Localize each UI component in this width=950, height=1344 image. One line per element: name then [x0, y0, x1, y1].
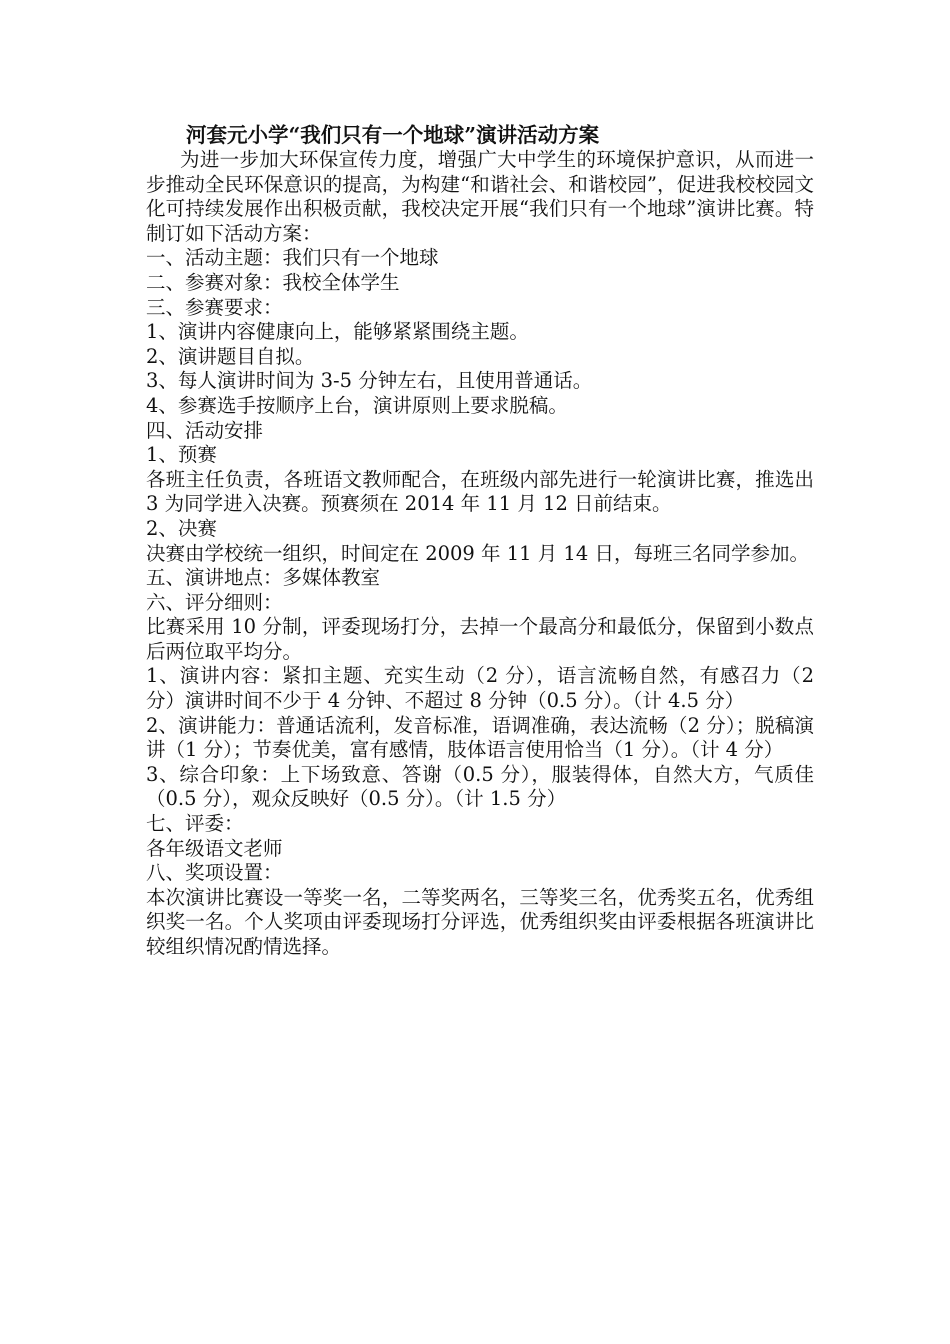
section-awards-heading: 八、奖项设置：	[146, 861, 283, 885]
final-heading: 2、决赛	[146, 516, 217, 540]
section-theme: 一、活动主题：我们只有一个地球	[146, 246, 439, 270]
section-scoring-heading: 六、评分细则：	[146, 590, 283, 614]
scoring-intro-paragraph: 比赛采用 10 分制，评委现场打分，去掉一个最高分和最低分，保留到小数点后两位取平均分。	[146, 615, 814, 663]
requirement-item: 4、参赛选手按顺序上台，演讲原则上要求脱稿。	[146, 393, 568, 417]
requirement-item: 2、演讲题目自拟。	[146, 344, 315, 368]
document-title: 河套元小学“我们只有一个地球”演讲活动方案	[186, 123, 600, 147]
judges-text: 各年级语文老师	[146, 836, 283, 860]
section-participants: 二、参赛对象：我校全体学生	[146, 270, 400, 294]
scoring-rule: 3、综合印象：上下场致意、答谢（0.5 分），服装得体，自然大方，气质佳（0.5 分），观众反映好（0.5 分）。（计 1.5 分）	[146, 762, 814, 811]
awards-paragraph: 本次演讲比赛设一等奖一名，二等奖两名，三等奖三名，优秀奖五名，优秀组织奖一名。个人奖项由评委现场打分评选，优秀组织奖由评委根据各班演讲比较组织情况酌情选择。	[146, 885, 814, 958]
scoring-rule: 1、演讲内容：紧扣主题、充实生动（2 分），语言流畅自然，有感召力（2 分）演讲时间不少于 4 分钟、不超过 8 分钟（0.5 分）。（计 4.5 分）	[146, 664, 814, 713]
final-paragraph: 决赛由学校统一组织，时间定在 2009 年 11 月 14 日，每班三名同学参加。	[146, 541, 809, 565]
preliminary-paragraph: 各班主任负责，各班语文教师配合，在班级内部先进行一轮演讲比赛，推选出 3 为同学进入决赛。预赛须在 2014 年 11 月 12 日前结束。	[146, 467, 814, 516]
scoring-rule: 2、演讲能力：普通话流利，发音标准，语调准确，表达流畅（2 分）；脱稿演讲（1 分）；节奏优美，富有感情，肢体语言使用恰当（1 分）。（计 4 分）	[146, 713, 814, 762]
section-requirements-heading: 三、参赛要求：	[146, 295, 283, 319]
document-body	[146, 122, 814, 960]
section-schedule-heading: 四、活动安排	[146, 418, 264, 442]
preliminary-heading: 1、预赛	[146, 443, 217, 467]
intro-paragraph: 为进一步加大环保宣传力度，增强广大中学生的环境保护意识，从而进一步推动全民环保意识的提高，为构建“和谐社会、和谐校园”，促进我校校园文化可持续发展作出积极贡献，我校决定开展“我们只有一个地球”演讲比赛。特制订如下活动方案：	[146, 148, 814, 245]
section-judges-heading: 七、评委：	[146, 812, 244, 836]
section-venue: 五、演讲地点：多媒体教室	[146, 566, 381, 590]
requirement-item: 3、每人演讲时间为 3-5 分钟左右，且使用普通话。	[146, 369, 593, 393]
requirement-item: 1、演讲内容健康向上，能够紧紧围绕主题。	[146, 320, 529, 344]
